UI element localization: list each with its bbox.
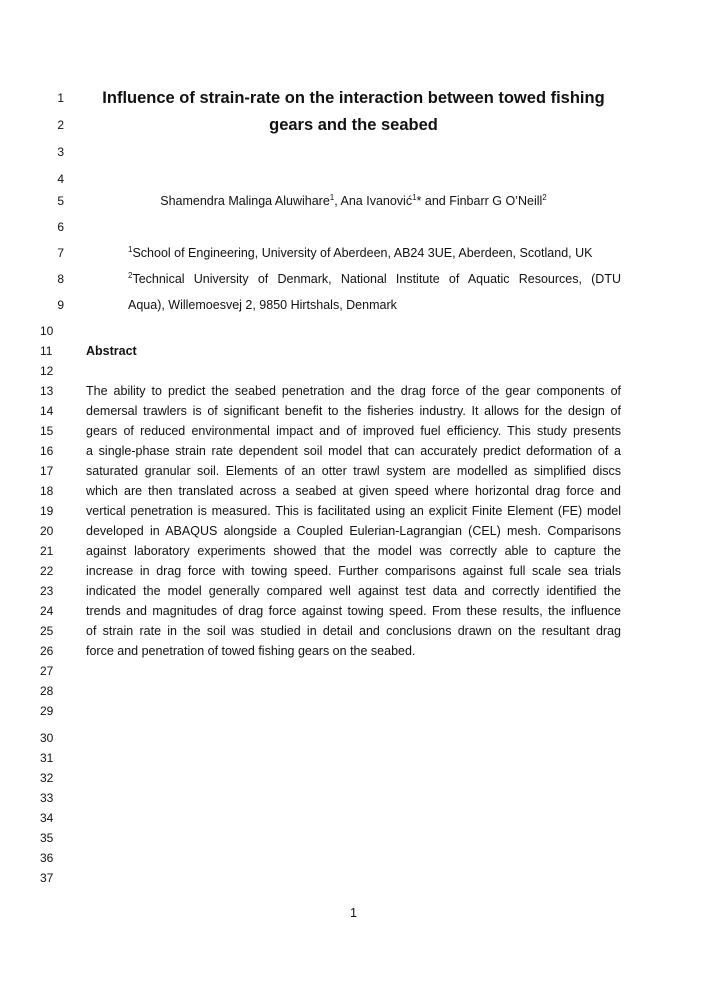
author-name: , Ana Ivanović	[334, 194, 413, 208]
line-number: 7	[57, 246, 64, 260]
abstract-line: The ability to predict the seabed penetration and the drag force of the gear components of	[86, 384, 621, 398]
line-number: 6	[57, 220, 64, 234]
affiliation-marker: 2	[128, 270, 133, 280]
abstract-line: indicated the model generally compared well against test data and correctly identified the	[86, 584, 621, 598]
line-number: 18	[40, 484, 54, 498]
line-number: 30	[40, 731, 54, 745]
line-number: 10	[40, 324, 54, 338]
affiliation-text: Technical University of Denmark, National Institute of Aquatic Resources, (DTU	[132, 272, 621, 286]
line-number: 13	[40, 384, 54, 398]
line-number: 17	[40, 464, 54, 478]
line-number: 4	[57, 172, 64, 186]
abstract-line: a single-phase strain rate dependent soil model that can accurately predict deformation of a	[86, 444, 621, 458]
line-number: 8	[57, 272, 64, 286]
abstract-line: gears of reduced environmental impact and of improved fuel efficiency. This study presents	[86, 424, 621, 438]
line-number: 3	[57, 145, 64, 159]
line-number: 19	[40, 504, 54, 518]
line-number: 25	[40, 624, 54, 638]
line-number: 20	[40, 524, 54, 538]
line-number: 29	[40, 704, 54, 718]
line-number: 1	[57, 91, 64, 105]
affiliation-2-continued: Aqua), Willemoesvej 2, 9850 Hirtshals, Denmark	[128, 298, 397, 312]
abstract-line: of strain rate in the soil was studied in detail and conclusions drawn on the resultant drag	[86, 624, 621, 638]
line-number: 21	[40, 544, 54, 558]
line-number: 22	[40, 564, 54, 578]
author-affiliation-marker: 1	[329, 192, 335, 202]
abstract-line: trends and magnitudes of drag force against towing speed. From these results, the influence	[86, 604, 621, 618]
line-number: 34	[40, 811, 54, 825]
affiliation-2	[128, 271, 621, 287]
line-number: 5	[57, 194, 64, 208]
author-name: Shamendra Malinga Aluwihare	[160, 194, 330, 208]
line-number: 9	[57, 298, 64, 312]
author-affiliation-marker: 1	[412, 192, 417, 202]
abstract-line: force and penetration of towed fishing gears on the seabed.	[86, 644, 416, 658]
abstract-line: vertical penetration is measured. This is facilitated using an explicit Finite Element (FE) model	[86, 504, 621, 518]
author-list	[86, 193, 621, 209]
line-number: 24	[40, 604, 54, 618]
affiliation-1	[128, 245, 621, 261]
line-number: 37	[40, 871, 54, 885]
abstract-line: against laboratory experiments showed that the model was correctly able to capture the	[86, 544, 621, 558]
author-affiliation-marker: 2	[542, 192, 547, 202]
author-name: * and Finbarr G O’Neill	[416, 194, 543, 208]
line-number: 2	[57, 118, 64, 132]
paper-title-line-1: Influence of strain-rate on the interaction between towed fishing	[102, 89, 605, 107]
abstract-line: which are then translated across a seabed at given speed where horizontal drag force and	[86, 484, 621, 498]
abstract-line: increase in drag force with towing speed. Further comparisons against full scale sea trials	[86, 564, 621, 578]
abstract-line: saturated granular soil. Elements of an otter trawl system are modelled as simplified discs	[86, 464, 621, 478]
line-number: 11	[40, 344, 53, 358]
line-number: 28	[40, 684, 54, 698]
line-number: 36	[40, 851, 54, 865]
affiliation-text: School of Engineering, University of Aberdeen, AB24 3UE, Aberdeen, Scotland, UK	[132, 246, 593, 260]
line-number: 16	[40, 444, 54, 458]
line-number: 35	[40, 831, 54, 845]
paper-title-line-2: gears and the seabed	[269, 116, 438, 134]
line-number: 23	[40, 584, 54, 598]
line-number: 15	[40, 424, 54, 438]
page-number: 1	[350, 906, 357, 920]
line-number: 27	[40, 664, 54, 678]
line-number: 31	[40, 751, 54, 765]
abstract-line: demersal trawlers is of significant benefit to the fisheries industry. It allows for the design of	[86, 404, 621, 418]
line-number: 33	[40, 791, 54, 805]
line-number: 14	[40, 404, 54, 418]
abstract-line: developed in ABAQUS alongside a Coupled Eulerian-Lagrangian (CEL) mesh. Comparisons	[86, 524, 621, 538]
line-number: 12	[40, 364, 54, 378]
abstract-heading: Abstract	[86, 344, 137, 358]
affiliation-marker: 1	[128, 244, 133, 254]
line-number: 26	[40, 644, 54, 658]
line-number: 32	[40, 771, 54, 785]
